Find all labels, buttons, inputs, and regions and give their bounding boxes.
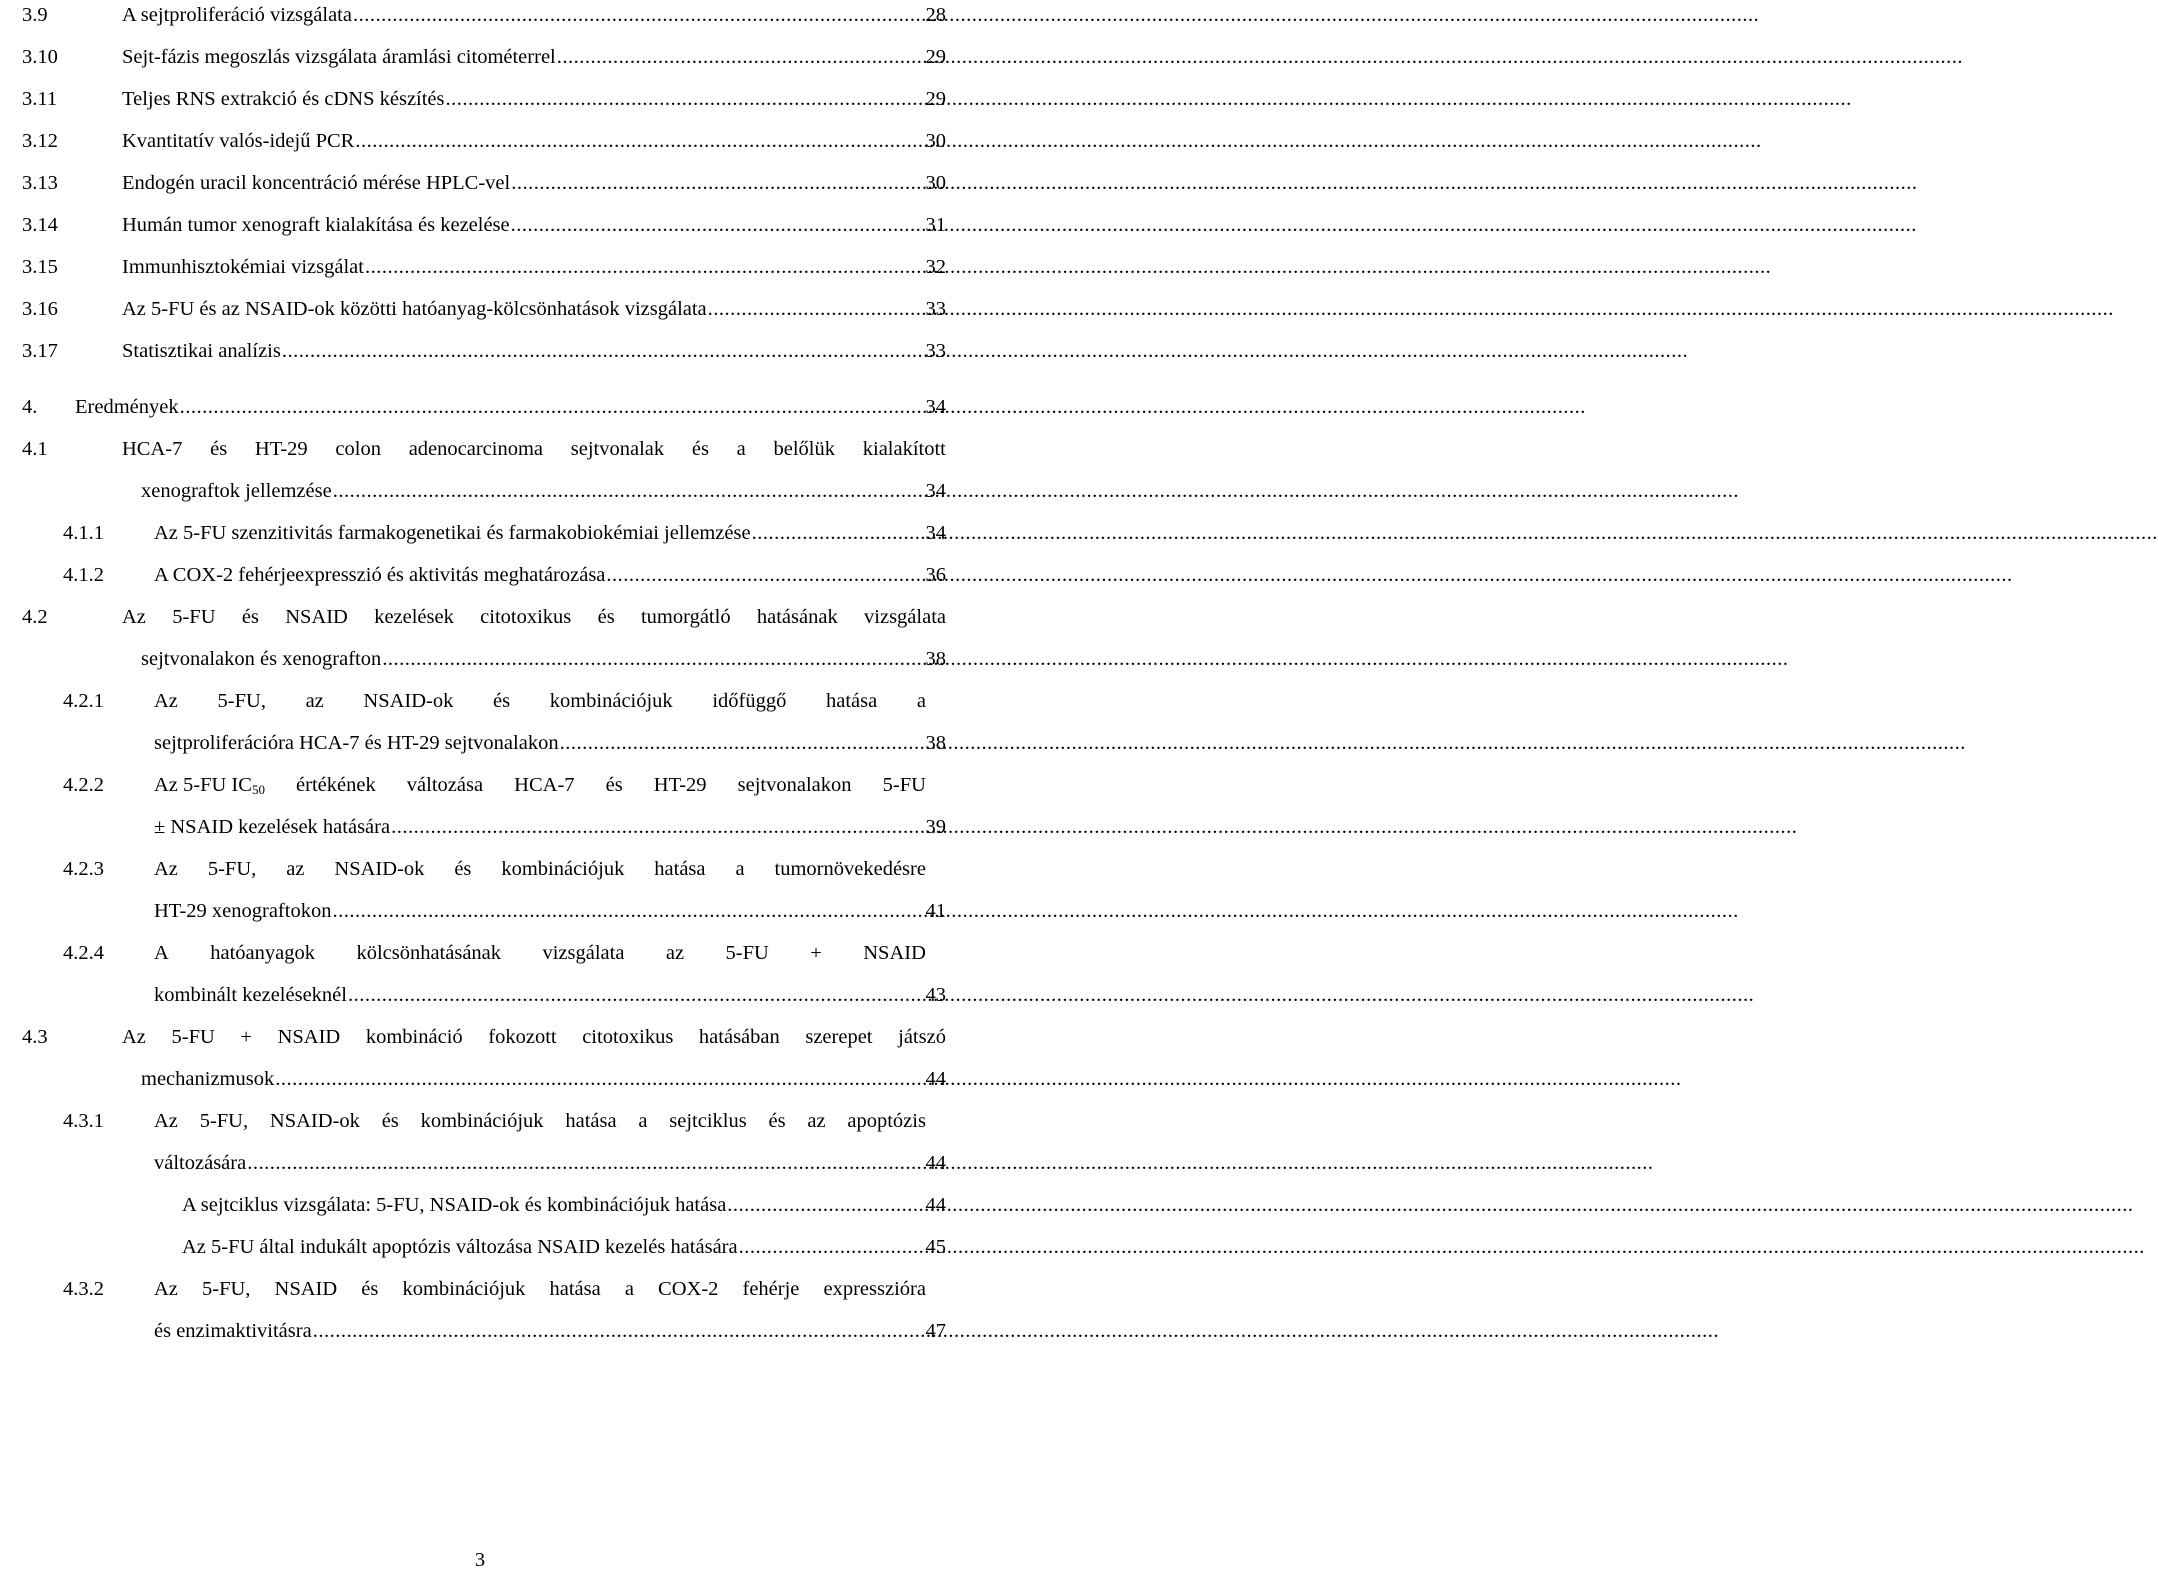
dot-leader bbox=[355, 126, 924, 156]
toc-title: Sejt-fázis megoszlás vizsgálata áramlási citométerrel bbox=[122, 46, 556, 68]
toc-page: 33 bbox=[925, 340, 946, 362]
toc-page: 33 bbox=[925, 298, 946, 320]
toc-title-line1: Az 5-FU, NSAID és kombinációjuk hatása a COX-2 fehérje expresszióra bbox=[154, 1278, 926, 1300]
toc-page: 34 bbox=[925, 480, 946, 502]
toc-title: Teljes RNS extrakció és cDNS készítés bbox=[122, 88, 445, 110]
toc-page: 29 bbox=[925, 88, 946, 110]
toc-page: 38 bbox=[925, 648, 946, 670]
dot-leader bbox=[247, 1148, 924, 1178]
toc-title: Az 5-FU szenzitivitás farmakogenetikai és farmakobiokémiai jellemzése bbox=[154, 522, 751, 544]
toc-title-line2: mechanizmusok bbox=[141, 1068, 275, 1090]
toc-page: 30 bbox=[925, 130, 946, 152]
toc-entry-continuation bbox=[0, 1316, 960, 1356]
toc-number: 4.2.2 bbox=[63, 774, 104, 796]
toc-entry-continuation bbox=[0, 812, 960, 852]
toc-number: 3.9 bbox=[22, 4, 48, 26]
toc-entry bbox=[0, 42, 960, 82]
dot-leader bbox=[313, 1316, 925, 1346]
toc-entry bbox=[0, 686, 960, 726]
toc-number: 4.2.4 bbox=[63, 942, 104, 964]
toc-subentry bbox=[0, 1190, 960, 1230]
page-number: 3 bbox=[474, 1549, 486, 1571]
toc-number: 3.14 bbox=[22, 214, 58, 236]
dot-leader bbox=[606, 560, 924, 590]
toc-number: 4.3.2 bbox=[63, 1278, 104, 1300]
dot-leader bbox=[391, 812, 924, 842]
toc-entry bbox=[0, 0, 960, 40]
toc-entry-continuation bbox=[0, 980, 960, 1020]
toc-entry-continuation bbox=[0, 644, 960, 684]
toc-title: A sejtciklus vizsgálata: 5-FU, NSAID-ok és kombinációjuk hatása bbox=[182, 1194, 727, 1216]
toc-entry bbox=[0, 1022, 960, 1062]
toc-page: 36 bbox=[925, 564, 946, 586]
toc-entry bbox=[0, 854, 960, 894]
toc-number: 3.17 bbox=[22, 340, 58, 362]
toc-title-line2: ± NSAID kezelések hatására bbox=[154, 816, 391, 838]
toc-title-line1: Az 5-FU, az NSAID-ok és kombinációjuk hatása a tumornövekedésre bbox=[154, 858, 926, 880]
toc-page: 32 bbox=[925, 256, 946, 278]
toc-entry bbox=[0, 336, 960, 376]
toc-entry bbox=[0, 1106, 960, 1146]
toc-entry bbox=[0, 770, 960, 810]
toc-number: 4.1 bbox=[22, 438, 48, 460]
toc-number: 4.2.1 bbox=[63, 690, 104, 712]
toc-subentry bbox=[0, 1232, 960, 1272]
toc-entry-continuation bbox=[0, 476, 960, 516]
toc-entry-continuation bbox=[0, 1148, 960, 1188]
toc-entry bbox=[0, 518, 960, 558]
toc-entry bbox=[0, 938, 960, 978]
toc-page: 44 bbox=[925, 1068, 946, 1090]
toc-page: 34 bbox=[925, 522, 946, 544]
toc-title-line1: Az 5-FU, az NSAID-ok és kombinációjuk időfüggő hatása a bbox=[154, 690, 926, 712]
toc-title-line1: HCA-7 és HT-29 colon adenocarcinoma sejtvonalak és a belőlük kialakított bbox=[122, 438, 946, 460]
toc-page: 31 bbox=[925, 214, 946, 236]
toc-page: 44 bbox=[925, 1152, 946, 1174]
toc-title: Humán tumor xenograft kialakítása és kezelése bbox=[122, 214, 510, 236]
toc-page: 28 bbox=[925, 4, 946, 26]
toc-entry bbox=[0, 168, 960, 208]
toc-number: 3.15 bbox=[22, 256, 58, 278]
toc-entry-continuation bbox=[0, 728, 960, 768]
toc-title: A COX-2 fehérjeexpresszió és aktivitás meghatározása bbox=[154, 564, 606, 586]
toc-title-line1: A hatóanyagok kölcsönhatásának vizsgálata az 5-FU + NSAID bbox=[154, 942, 926, 964]
toc-title-line2: HT-29 xenograftokon bbox=[154, 900, 332, 922]
toc-title: Az 5-FU és az NSAID-ok közötti hatóanyag-kölcsönhatások vizsgálata bbox=[122, 298, 707, 320]
toc-page: 29 bbox=[925, 46, 946, 68]
toc-page: 45 bbox=[925, 1236, 946, 1258]
dot-leader bbox=[446, 84, 925, 114]
toc-title-line2: és enzimaktivitásra bbox=[154, 1320, 312, 1342]
dot-leader bbox=[560, 728, 925, 758]
toc-entry bbox=[0, 252, 960, 292]
toc-title: Endogén uracil koncentráció mérése HPLC-vel bbox=[122, 172, 511, 194]
toc-entry bbox=[0, 392, 960, 432]
toc-entry-continuation bbox=[0, 1064, 960, 1104]
dot-leader bbox=[382, 644, 924, 674]
toc-number: 4.2 bbox=[22, 606, 48, 628]
toc-number: 3.11 bbox=[22, 88, 58, 110]
toc-number: 4. bbox=[22, 396, 38, 418]
toc-title-line2: kombinált kezeléseknél bbox=[154, 984, 347, 1006]
table-of-contents bbox=[0, 0, 960, 1582]
dot-leader bbox=[708, 294, 925, 324]
toc-title-line2: változására bbox=[154, 1152, 247, 1174]
dot-leader bbox=[353, 0, 925, 30]
toc-entry bbox=[0, 210, 960, 250]
toc-entry bbox=[0, 602, 960, 642]
toc-entry bbox=[0, 126, 960, 166]
toc-title: Immunhisztokémiai vizsgálat bbox=[122, 256, 364, 278]
toc-title: A sejtproliferáció vizsgálata bbox=[122, 4, 352, 26]
toc-page: 47 bbox=[925, 1320, 946, 1342]
toc-number: 4.1.2 bbox=[63, 564, 104, 586]
toc-page: 41 bbox=[925, 900, 946, 922]
toc-page: 30 bbox=[925, 172, 946, 194]
toc-title-line1: Az 5-FU $IC_{50}$ értékének változása HCA-7 és HT-29 sejtvonalakon 5-FU bbox=[154, 774, 926, 797]
toc-number: 3.16 bbox=[22, 298, 58, 320]
dot-leader bbox=[752, 518, 925, 548]
dot-leader bbox=[282, 336, 925, 366]
toc-number: 3.12 bbox=[22, 130, 58, 152]
toc-title-line2: sejtproliferációra HCA-7 és HT-29 sejtvonalakon bbox=[154, 732, 559, 754]
dot-leader bbox=[511, 210, 925, 240]
toc-page: 34 bbox=[925, 396, 946, 418]
toc-entry bbox=[0, 294, 960, 334]
toc-number: 4.3 bbox=[22, 1026, 48, 1048]
dot-leader bbox=[348, 980, 925, 1010]
toc-title-line1: Az 5-FU + NSAID kombináció fokozott citotoxikus hatásában szerepet játszó bbox=[122, 1026, 946, 1048]
toc-title: Az 5-FU által indukált apoptózis változása NSAID kezelés hatására bbox=[182, 1236, 738, 1258]
toc-number: 3.10 bbox=[22, 46, 58, 68]
dot-leader bbox=[557, 42, 925, 72]
toc-entry bbox=[0, 84, 960, 124]
toc-title-line1: Az 5-FU és NSAID kezelések citotoxikus és tumorgátló hatásának vizsgálata bbox=[122, 606, 946, 628]
dot-leader bbox=[332, 896, 924, 926]
dot-leader bbox=[365, 252, 925, 282]
toc-title-line2: xenograftok jellemzése bbox=[141, 480, 332, 502]
dot-leader bbox=[275, 1064, 924, 1094]
dot-leader bbox=[333, 476, 925, 506]
toc-title-line1: Az 5-FU, NSAID-ok és kombinációjuk hatása a sejtciklus és az apoptózis bbox=[154, 1110, 926, 1132]
toc-title: Kvantitatív valós-idejű PCR bbox=[122, 130, 355, 152]
toc-title: Statisztikai analízis bbox=[122, 340, 281, 362]
toc-page: 44 bbox=[925, 1194, 946, 1216]
toc-page: 43 bbox=[925, 984, 946, 1006]
toc-title: Eredmények bbox=[75, 396, 179, 418]
dot-leader bbox=[739, 1232, 925, 1262]
toc-number: 3.13 bbox=[22, 172, 58, 194]
toc-number: 4.1.1 bbox=[63, 522, 104, 544]
toc-entry bbox=[0, 1274, 960, 1314]
toc-title-line2: sejtvonalakon és xenografton bbox=[141, 648, 382, 670]
dot-leader bbox=[727, 1190, 924, 1220]
toc-page: 38 bbox=[925, 732, 946, 754]
toc-entry-continuation bbox=[0, 896, 960, 936]
toc-number: 4.3.1 bbox=[63, 1110, 104, 1132]
dot-leader bbox=[511, 168, 924, 198]
toc-entry bbox=[0, 560, 960, 600]
dot-leader bbox=[180, 392, 925, 422]
toc-entry bbox=[0, 434, 960, 474]
toc-page: 39 bbox=[925, 816, 946, 838]
toc-number: 4.2.3 bbox=[63, 858, 104, 880]
